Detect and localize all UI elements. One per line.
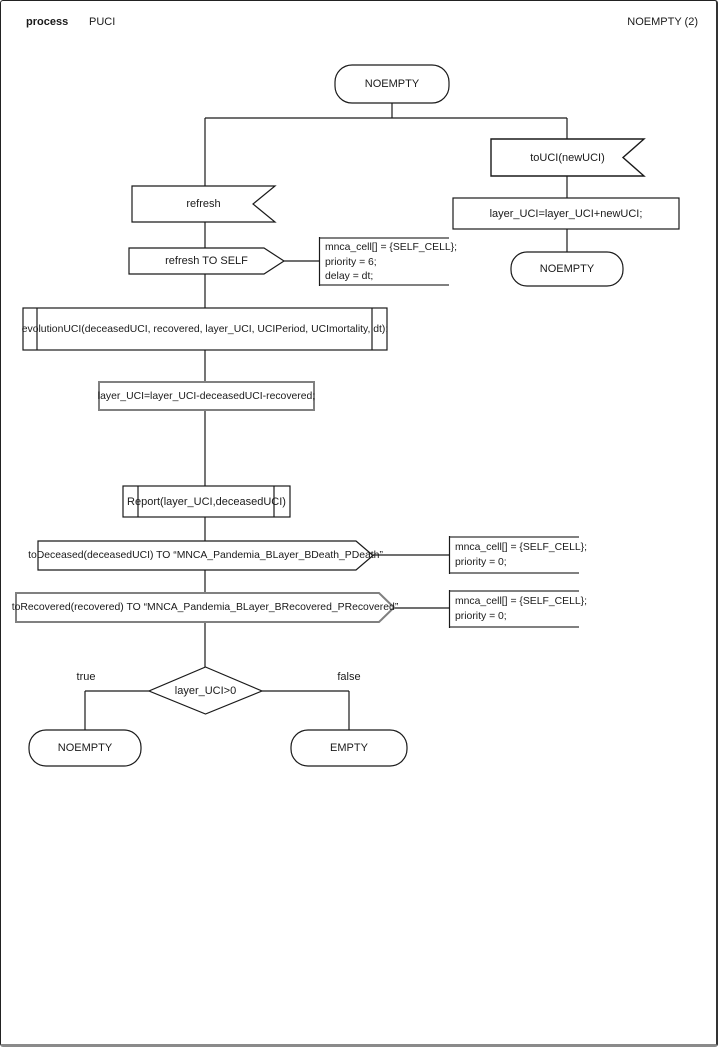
comment-todeceased-line-1: mnca_cell[] = {SELF_CELL};: [455, 542, 587, 553]
task-add-label: layer_UCI=layer_UCI+newUCI;: [489, 207, 643, 220]
comment-torecovered-line-1: mnca_cell[] = {SELF_CELL};: [455, 596, 587, 607]
branch-true-label: true: [76, 671, 96, 683]
input-signal-refresh[interactable]: [132, 186, 275, 222]
decision-layer-uci[interactable]: [149, 667, 262, 714]
output-signal-torecovered[interactable]: [11, 593, 399, 622]
task-update-layer-uci[interactable]: [99, 382, 314, 410]
state-noempty-true-label: NOEMPTY: [57, 742, 113, 754]
output-signal-refresh-to-self[interactable]: [129, 248, 284, 274]
task-update-label: layer_UCI=layer_UCI-deceasedUCI-recovered;: [97, 390, 316, 402]
procedure-evolutionuci-label: evolutionUCI(deceasedUCI, recovered, layer_UCI, UCIPeriod, UCImortality, dt);: [21, 323, 389, 335]
comment-torecovered[interactable]: [449, 590, 579, 628]
comment-refresh[interactable]: [319, 237, 449, 286]
decision-label: layer_UCI>0: [174, 684, 237, 697]
page-title: NOEMPTY (2): [627, 16, 698, 28]
state-empty-false-label: EMPTY: [330, 742, 368, 754]
input-signal-touci[interactable]: [491, 139, 644, 176]
branch-false-label: false: [337, 671, 361, 683]
state-noempty-right-label: NOEMPTY: [539, 263, 595, 275]
comment-refresh-line-3: delay = dt;: [325, 271, 374, 282]
output-todeceased-label: toDeceased(deceasedUCI) TO “MNCA_Pandemia_BLayer_BDeath_PDeath”: [28, 550, 383, 561]
state-empty-false[interactable]: [291, 730, 407, 766]
output-signal-todeceased[interactable]: [28, 541, 383, 570]
input-refresh-label: refresh: [186, 198, 221, 210]
output-refresh-self-label: refresh TO SELF: [165, 255, 248, 267]
task-add-newuci[interactable]: [453, 198, 679, 229]
state-noempty-start[interactable]: [335, 65, 449, 103]
state-noempty-right[interactable]: [511, 252, 623, 286]
procedure-report-label: Report(layer_UCI,deceasedUCI): [127, 495, 286, 508]
comment-refresh-line-2: priority = 6;: [325, 256, 377, 268]
state-noempty-start-label: NOEMPTY: [364, 78, 420, 90]
state-noempty-true[interactable]: [29, 730, 141, 766]
input-touci-label: toUCI(newUCI): [530, 151, 605, 164]
comment-todeceased-line-2: priority = 0;: [455, 556, 507, 568]
process-kind-label: process: [26, 16, 69, 28]
comment-todeceased[interactable]: [449, 536, 579, 574]
process-name: PUCI: [89, 16, 116, 28]
procedure-evolutionuci[interactable]: [23, 308, 387, 350]
procedure-report[interactable]: [123, 486, 290, 517]
comment-refresh-line-1: mnca_cell[] = {SELF_CELL};: [325, 242, 457, 253]
output-torecovered-label: toRecovered(recovered) TO “MNCA_Pandemia_BLayer_BRecovered_PRecovered”: [11, 602, 399, 613]
comment-torecovered-line-2: priority = 0;: [455, 610, 507, 622]
diagram-canvas: [1, 1, 718, 1047]
